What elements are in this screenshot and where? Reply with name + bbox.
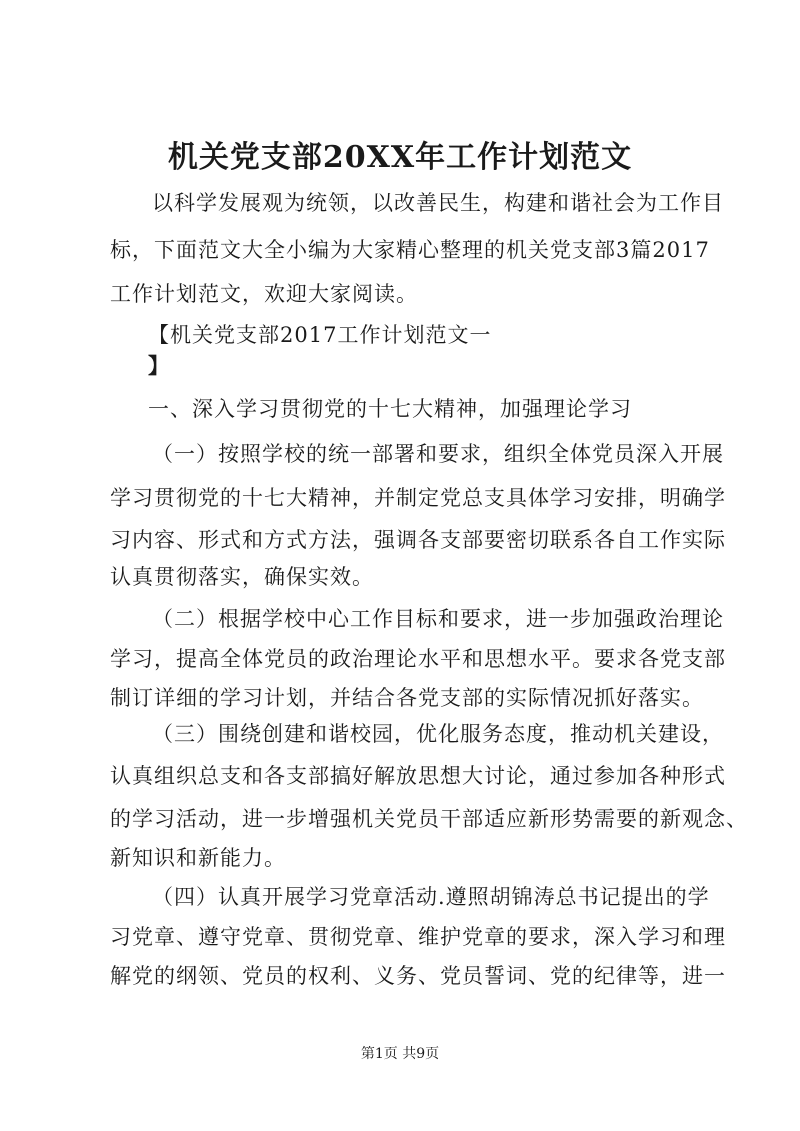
para-2-line-1: （二）根据学校中心工作目标和要求，进一步加强政治理论	[152, 607, 724, 631]
intro-line-2: 标，下面范文大全小编为大家精心整理的机关党支部3篇2017	[110, 238, 710, 262]
para-3-line-3: 的学习活动，进一步增强机关党员干部适应新形势需要的新观念、	[110, 807, 748, 831]
para-3-line-1: （三）围绕创建和谐校园，优化服务态度，推动机关建设，	[152, 722, 724, 746]
heading-one: 一、深入学习贯彻党的十七大精神，加强理论学习	[148, 397, 632, 421]
document-title: 机关党支部20XX年工作计划范文	[167, 140, 633, 175]
section-heading-bracket-open: 【机关党支部2017工作计划范文一	[148, 323, 492, 347]
para-4-line-2: 习党章、遵守党章、贯彻党章、维护党章的要求，深入学习和理	[110, 925, 726, 949]
para-3-line-2: 认真组织总支和各支部搞好解放思想大讨论，通过参加各种形式	[110, 764, 726, 788]
page-footer: 第1页 共9页	[360, 1046, 440, 1062]
para-4-line-3: 解党的纲领、党员的权利、义务、党员誓词、党的纪律等，进一	[110, 964, 726, 988]
section-heading-bracket-close: 】	[148, 353, 170, 378]
intro-line-3: 工作计划范文，欢迎大家阅读。	[110, 282, 418, 306]
para-4-line-1: （四）认真开展学习党章活动.遵照胡锦涛总书记提出的学	[152, 885, 710, 909]
para-1-line-1: （一）按照学校的统一部署和要求，组织全体党员深入开展	[152, 442, 724, 466]
para-1-line-2: 学习贯彻党的十七大精神，并制定党总支具体学习安排，明确学	[110, 486, 726, 510]
para-2-line-3: 制订详细的学习计划，并结合各党支部的实际情况抓好落实。	[110, 686, 704, 710]
para-3-line-4: 新知识和新能力。	[110, 846, 286, 870]
para-1-line-3: 习内容、形式和方式方法，强调各支部要密切联系各自工作实际	[110, 528, 726, 552]
intro-line-1: 以科学发展观为统领，以改善民生，构建和谐社会为工作目	[152, 191, 724, 215]
para-1-line-4: 认真贯彻落实，确保实效。	[110, 565, 374, 589]
para-2-line-2: 学习，提高全体党员的政治理论水平和思想水平。要求各党支部	[110, 647, 726, 671]
